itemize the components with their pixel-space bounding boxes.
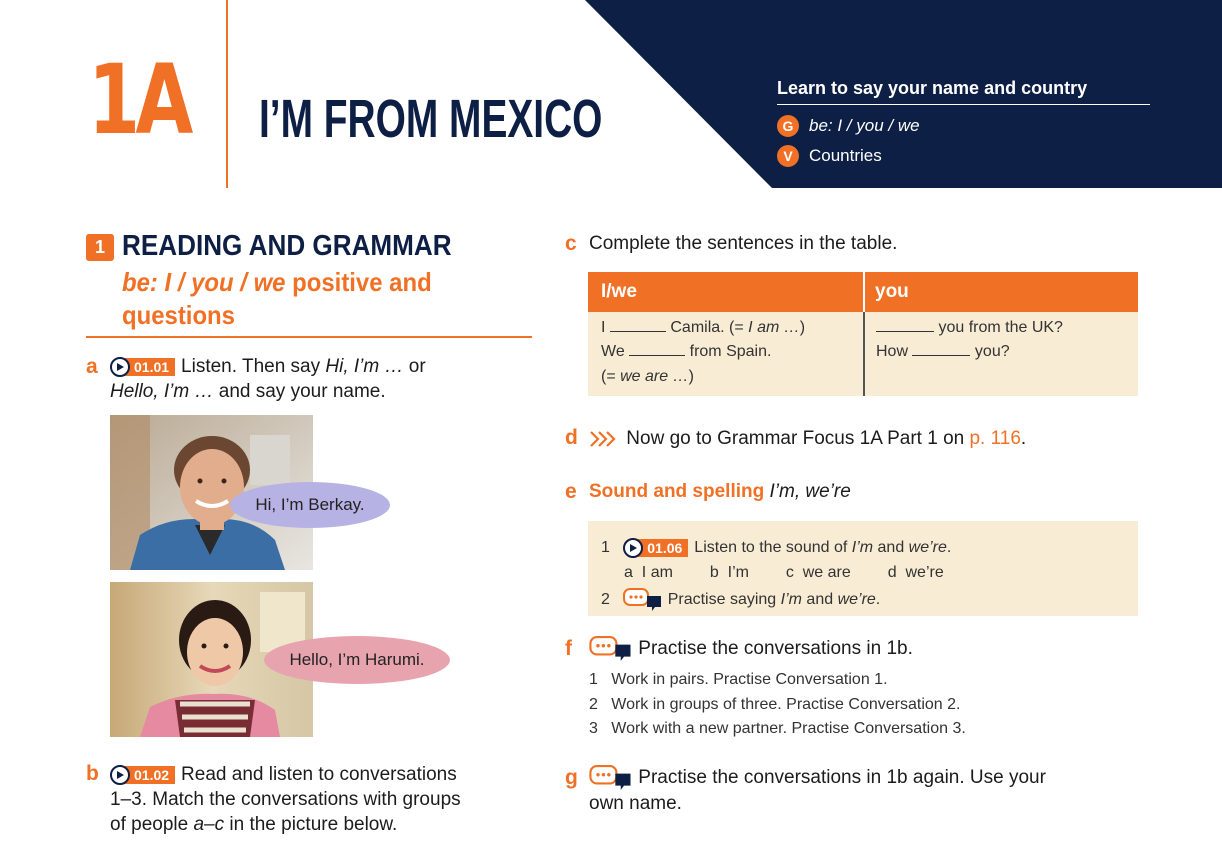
list-item (589, 720, 966, 738)
cell-text: (= (601, 368, 616, 385)
sound-spelling-label: Sound and spelling (589, 481, 765, 502)
item-number: 2 (601, 591, 610, 609)
sound-item-2-italic: I’m (780, 591, 802, 609)
answer-gap[interactable] (610, 319, 666, 332)
option-letter: b (709, 564, 719, 581)
exercise-b-line-3a: of people (110, 814, 194, 835)
option-letter: c (785, 564, 794, 581)
exercise-a-instruction (110, 354, 530, 404)
speech-bubble-harumi-text: Hello, I’m Harumi. (289, 650, 425, 669)
exercise-a-text-3: and say your name. (213, 381, 386, 402)
section-rule (86, 336, 532, 338)
learning-objective-title: Learn to say your name and country (777, 78, 1088, 98)
objective-grammar (777, 115, 920, 137)
cell-text: ) (688, 368, 694, 385)
option-letter: a (624, 564, 633, 581)
grammar-table (588, 272, 1138, 396)
exercise-b-line-3b: in the picture below. (224, 814, 398, 835)
learning-objective-rule (777, 104, 1150, 105)
exercise-c-letter: c (565, 232, 577, 255)
cell-text: I (601, 319, 606, 336)
cell-text: Camila. (= (670, 319, 744, 336)
track-number: 01.01 (124, 358, 175, 376)
section-subtitle (122, 266, 453, 332)
option-letter: d (887, 564, 897, 581)
sound-item-2-text: Practise saying (667, 591, 781, 609)
speech-bubble-berkay (230, 482, 390, 528)
exercise-f-instruction (589, 636, 913, 662)
option-text: we are (802, 564, 851, 581)
sound-item-2-italic: we’re (837, 591, 876, 609)
audio-track-01-06[interactable] (623, 538, 688, 558)
option-text: we’re (905, 564, 944, 581)
table-header-you: you (875, 281, 909, 302)
item-text: Work in pairs. Practise Conversation 1. (611, 671, 888, 688)
cell-italic: we are … (620, 368, 689, 385)
sound-item-1-text: and (873, 539, 909, 557)
go-to-chevron-icon (589, 430, 621, 448)
answer-gap[interactable] (912, 343, 970, 356)
sound-item-1-italic: we’re (908, 539, 947, 557)
exercise-g-letter: g (565, 766, 578, 789)
table-header-i-we: I/we (601, 281, 637, 302)
track-number: 01.06 (637, 539, 688, 557)
exercise-g-line-1: Practise the conversations in 1b again. Use your (638, 767, 1046, 789)
item-text: Work with a new partner. Practise Conversation 3. (611, 720, 966, 737)
sound-item-1 (601, 538, 951, 558)
option-text: I’m (727, 564, 749, 581)
unit-title: I’M FROM MEXICO (259, 89, 603, 149)
exercise-d-end: . (1020, 428, 1027, 449)
table-cell-line (876, 316, 1063, 340)
exercise-b-line-3-italic: a–c (193, 814, 225, 835)
exercise-b-letter: b (86, 762, 99, 785)
exercise-a-italic-2: Hello, I’m … (110, 381, 214, 402)
sound-item-2 (601, 588, 880, 612)
speaking-icon (589, 636, 633, 662)
exercise-g-instruction (589, 765, 1046, 816)
audio-track-01-01[interactable] (110, 357, 175, 377)
play-icon[interactable] (110, 765, 130, 785)
table-cell-line (601, 340, 771, 364)
exercise-e-heading (589, 479, 851, 504)
sound-item-2-text: . (875, 591, 881, 609)
vocabulary-badge-icon: V (777, 145, 799, 167)
unit-code: 1A (88, 44, 189, 156)
table-cell-line (601, 316, 805, 340)
exercise-e-letter: e (565, 480, 577, 503)
table-cell-line (601, 365, 694, 389)
item-number: 1 (589, 671, 598, 688)
sound-spelling-focus: I’m, we’re (769, 481, 851, 502)
exercise-a-letter: a (86, 355, 98, 378)
objective-vocabulary-text: Countries (809, 146, 882, 165)
answer-gap[interactable] (876, 319, 934, 332)
section-number: 1 (86, 234, 114, 261)
section-title: READING AND GRAMMAR (122, 230, 452, 262)
sound-options (624, 564, 944, 582)
sound-item-1-italic: I’m (851, 539, 874, 557)
exercise-d-letter: d (565, 426, 578, 449)
exercise-d-instruction (589, 426, 1026, 451)
sound-item-1-text: . (946, 539, 952, 557)
objective-vocabulary (777, 145, 882, 167)
table-divider-body (863, 312, 865, 396)
sound-spelling-box (588, 521, 1138, 616)
table-cell-line (876, 340, 1010, 364)
audio-track-01-02[interactable] (110, 765, 175, 785)
track-number: 01.02 (124, 766, 175, 784)
exercise-f-letter: f (565, 637, 572, 660)
exercise-b-line-2: 1–3. Match the conversations with groups (110, 789, 461, 810)
exercise-d-text: Now go to Grammar Focus 1A Part 1 on (626, 428, 965, 449)
speaking-icon (623, 588, 663, 612)
speech-bubble-harumi (264, 636, 450, 684)
sound-item-1-text: Listen to the sound of (694, 539, 852, 557)
cell-italic: I am … (748, 319, 800, 336)
cell-text: We (601, 343, 625, 360)
item-number: 1 (601, 539, 610, 557)
speech-bubble-berkay-text: Hi, I’m Berkay. (255, 495, 365, 514)
cell-text: you? (974, 343, 1010, 360)
cell-text: you from the UK? (938, 319, 1063, 336)
exercise-b-instruction (110, 762, 530, 837)
grammar-focus-page-link[interactable]: p. 116 (969, 428, 1021, 449)
list-item (589, 696, 960, 714)
option-text: I am (641, 564, 673, 581)
exercise-b-line-1: Read and listen to conversations (181, 764, 457, 785)
exercise-f-text: Practise the conversations in 1b. (638, 638, 913, 660)
header-divider (226, 0, 228, 188)
play-icon[interactable] (110, 357, 130, 377)
grammar-badge-icon: G (777, 115, 799, 137)
sound-item-2-text: and (801, 591, 838, 609)
cell-text: How (876, 343, 909, 360)
item-text: Work in groups of three. Practise Conversation 2. (611, 696, 961, 713)
exercise-a-italic-1: Hi, I’m … (325, 356, 404, 377)
exercise-c-instruction: Complete the sentences in the table. (589, 233, 898, 254)
section-subtitle-rest: positive and questions (122, 267, 432, 330)
objective-grammar-text: be: I / you / we (809, 116, 920, 135)
answer-gap[interactable] (629, 343, 685, 356)
list-item (589, 671, 888, 689)
exercise-a-text-2: or (403, 356, 426, 377)
exercise-g-line-2: own name. (589, 793, 682, 814)
item-number: 2 (589, 696, 598, 713)
exercise-a-text-1: Listen. Then say (181, 356, 326, 377)
item-number: 3 (589, 720, 598, 737)
section-subtitle-italic: be: I / you / we (122, 267, 286, 297)
speaking-icon (589, 765, 633, 791)
cell-text: from Spain. (689, 343, 772, 360)
cell-text: ) (799, 319, 806, 336)
